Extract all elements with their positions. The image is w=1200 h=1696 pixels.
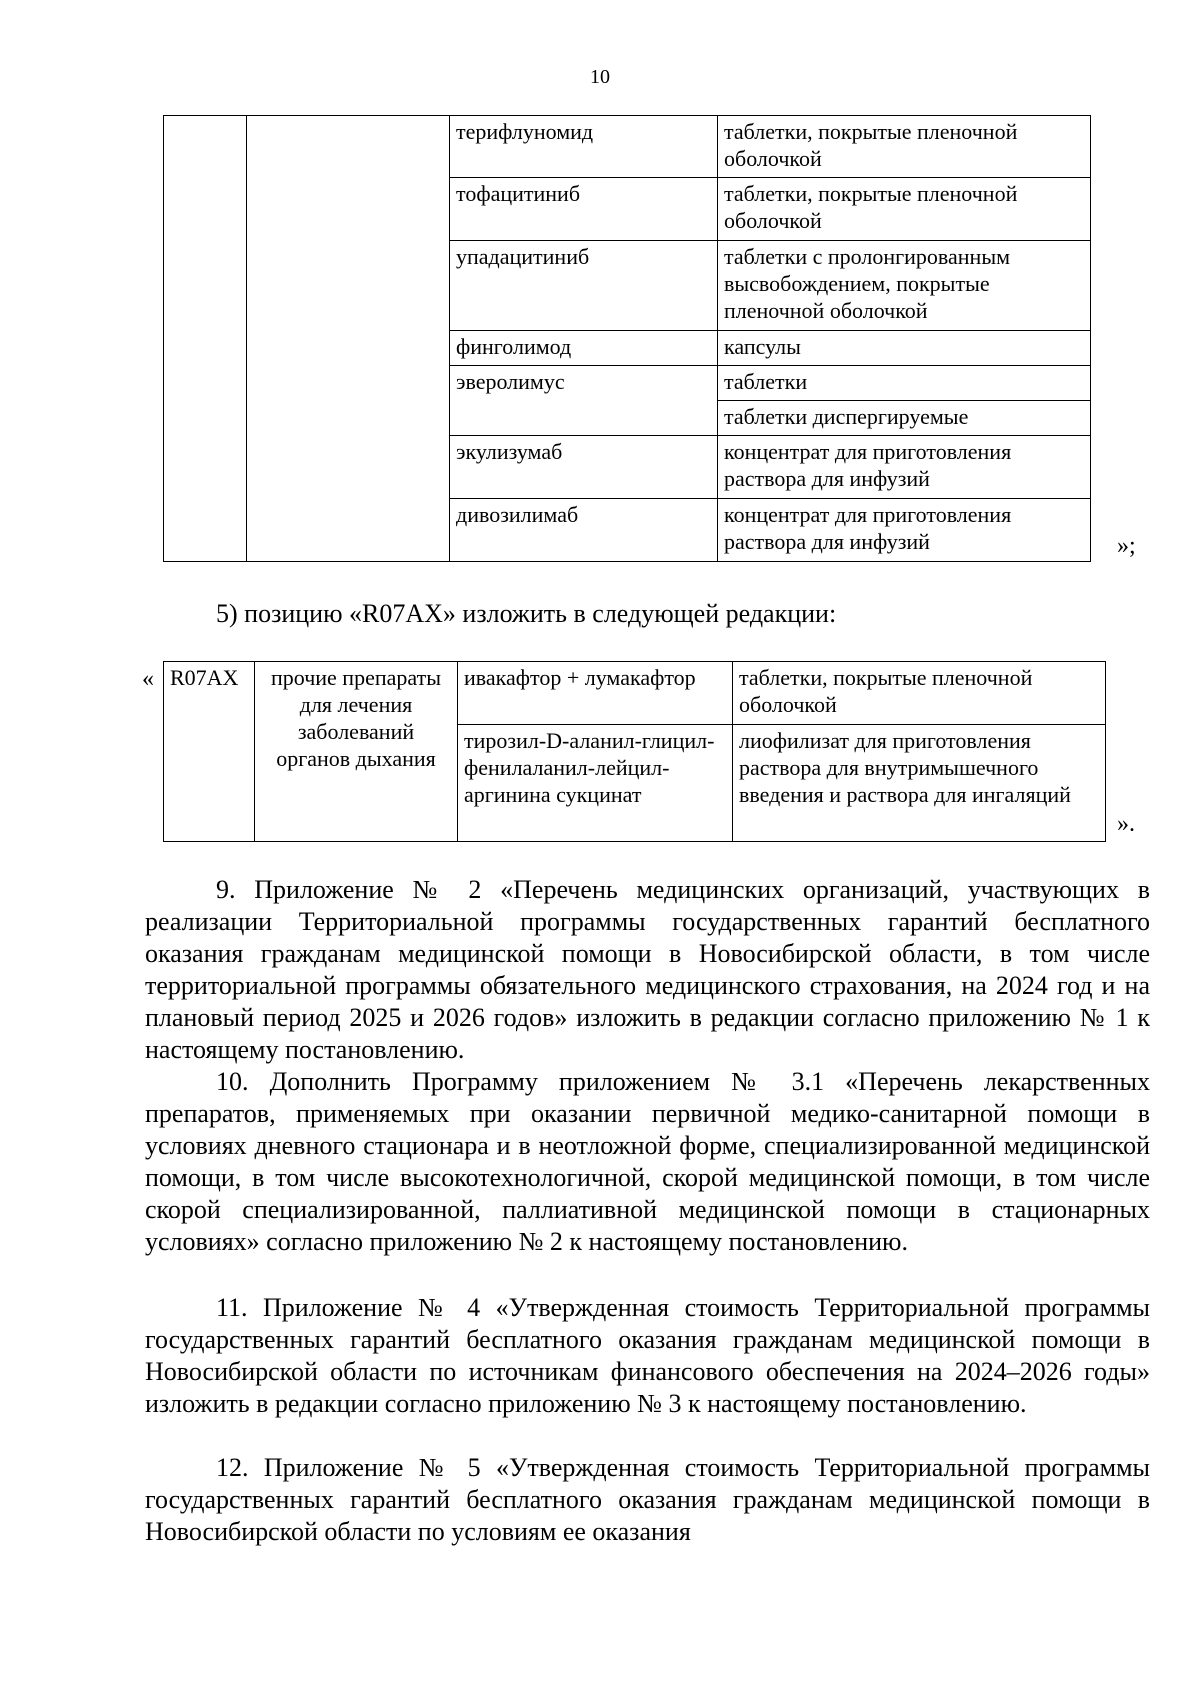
paragraph-9: 9. Приложение № 2 «Перечень медицинских организаций, участвующих в реализации Территориальной программы государственных гарантий бесплатного оказания гражданам медицинской помощи в Новосибирской области, в том числе территориальной программы обязательного медицинского страхования, на 2024 год и на плановый период 2025 и 2026 годов» изложить в редакции согласно приложению № 1 к настоящему постановлению. xyxy=(145,875,1150,1064)
drug-name-cell: упадацитиниб xyxy=(450,241,718,331)
closing-quote: ». xyxy=(1117,811,1135,837)
paragraph-11: 11. Приложение № 4 «Утвержденная стоимость Территориальной программы государственных гарантий бесплатного оказания гражданам медицинской помощи в Новосибирской области по источникам финансового обеспечения на 2024–2026 годы» изложить в редакции согласно приложению № 3 к настоящему постановлению. xyxy=(145,1293,1150,1418)
dosage-form-cell: лиофилизат для приготовления раствора для внутримышечного введения и раствора для ингаляций xyxy=(733,725,1106,842)
opening-quote: « xyxy=(142,666,154,692)
dosage-form-cell: таблетки, покрытые пленочной оболочкой xyxy=(733,662,1106,725)
dosage-form-cell: таблетки, покрытые пленочной оболочкой xyxy=(718,178,1091,241)
drug-name-cell: финголимод xyxy=(450,331,718,366)
drug-name-cell: эверолимус xyxy=(450,366,718,436)
table-row xyxy=(164,662,1106,725)
dosage-form-cell: таблетки диспергируемые xyxy=(718,401,1091,436)
table-row xyxy=(164,116,1091,178)
drug-name-cell: экулизумаб xyxy=(450,436,718,499)
anatomical-group-cell: прочие препараты для лечения заболеваний органов дыхания xyxy=(255,662,458,842)
drug-name-cell: дивозилимаб xyxy=(450,499,718,562)
dosage-form-cell: концентрат для приготовления раствора для инфузий xyxy=(718,499,1091,562)
drug-name-cell: тофацитиниб xyxy=(450,178,718,241)
drug-name-cell: терифлуномид xyxy=(450,116,718,178)
dosage-form-cell: таблетки с пролонгированным высвобождением, покрытые пленочной оболочкой xyxy=(718,241,1091,331)
dosage-form-cell: таблетки, покрытые пленочной оболочкой xyxy=(718,116,1091,178)
atc-code-cell: R07AX xyxy=(164,662,255,842)
paragraph-10: 10. Дополнить Программу приложением № 3.1 «Перечень лекарственных препаратов, применяемых при оказании первичной медико-санитарной помощи в условиях дневного стационара и в неотложной форме, специализированной медицинской помощи, в том числе высокотехнологичной, скорой медицинской помощи, в том числе скорой специализированной, паллиативной медицинской помощи в стационарных условиях» согласно приложению № 2 к настоящему постановлению. xyxy=(145,1067,1150,1256)
drug-table-r07ax xyxy=(163,661,1106,842)
item-5-text: 5) позицию «R07AX» изложить в следующей редакции: xyxy=(216,599,837,628)
dosage-form-cell: капсулы xyxy=(718,331,1091,366)
dosage-form-cell: концентрат для приготовления раствора для инфузий xyxy=(718,436,1091,499)
paragraph-12: 12. Приложение № 5 «Утвержденная стоимость Территориальной программы государственных гарантий бесплатного оказания гражданам медицинской помощи в Новосибирской области по условиям ее оказания xyxy=(145,1453,1150,1546)
anatomical-group-cell xyxy=(247,116,450,562)
dosage-form-cell: таблетки xyxy=(718,366,1091,401)
atc-code-cell xyxy=(164,116,247,562)
closing-quote: »; xyxy=(1117,533,1136,559)
drug-name-cell: тирозил-D-аланил-глицил-фенилаланил-лейцил-аргинина сукцинат xyxy=(458,725,733,842)
drug-name-cell: ивакафтор + лумакафтор xyxy=(458,662,733,725)
drug-table-continuation xyxy=(163,115,1091,562)
page-number: 10 xyxy=(590,66,610,88)
